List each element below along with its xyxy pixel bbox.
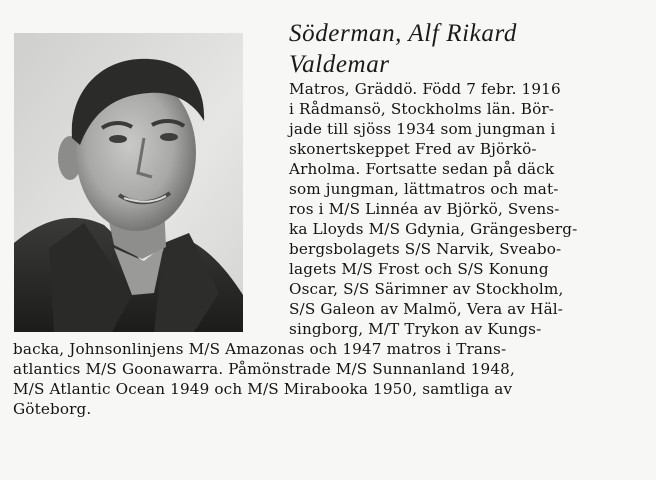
portrait-photo (14, 33, 243, 332)
bio-line: backa, Johnsonlinjens M/S Amazonas och 1947 matros i Trans- (13, 340, 507, 358)
bio-line: Arholma. Fortsatte sedan på däck (289, 160, 555, 178)
bio-line: Oscar, S/S Särimner av Stockholm, (289, 280, 564, 298)
bio-line: jade till sjöss 1934 som jungman i (289, 120, 556, 138)
bio-line: ka Lloyds M/S Gdynia, Grängesberg- (289, 220, 578, 238)
bio-line: skonertskeppet Fred av Björkö- (289, 140, 537, 158)
bio-line: M/S Atlantic Ocean 1949 och M/S Mirabooka 1950, samtliga av (13, 380, 513, 398)
person-name-heading (289, 18, 639, 80)
bio-line: S/S Galeon av Malmö, Vera av Häl- (289, 300, 564, 318)
bio-line: lagets M/S Frost och S/S Konung (289, 260, 549, 278)
bio-line: Göteborg. (13, 400, 92, 418)
bio-line: i Rådmansö, Stockholms län. Bör- (289, 100, 555, 118)
person-name-line-1: Söderman, Alf Rikard (289, 20, 517, 47)
bio-line: atlantics M/S Goonawarra. Påmönstrade M/S Sunnanland 1948, (13, 360, 515, 378)
bio-line: Matros, Gräddö. Född 7 febr. 1916 (289, 80, 561, 98)
bio-line: som jungman, lättmatros och mat- (289, 180, 559, 198)
bio-line: bergsbolagets S/S Narvik, Sveabo- (289, 240, 562, 258)
person-name-line-2: Valdemar (289, 51, 390, 78)
bio-line: singborg, M/T Trykon av Kungs- (289, 320, 542, 338)
bio-line: ros i M/S Linnéa av Björkö, Svens- (289, 200, 560, 218)
